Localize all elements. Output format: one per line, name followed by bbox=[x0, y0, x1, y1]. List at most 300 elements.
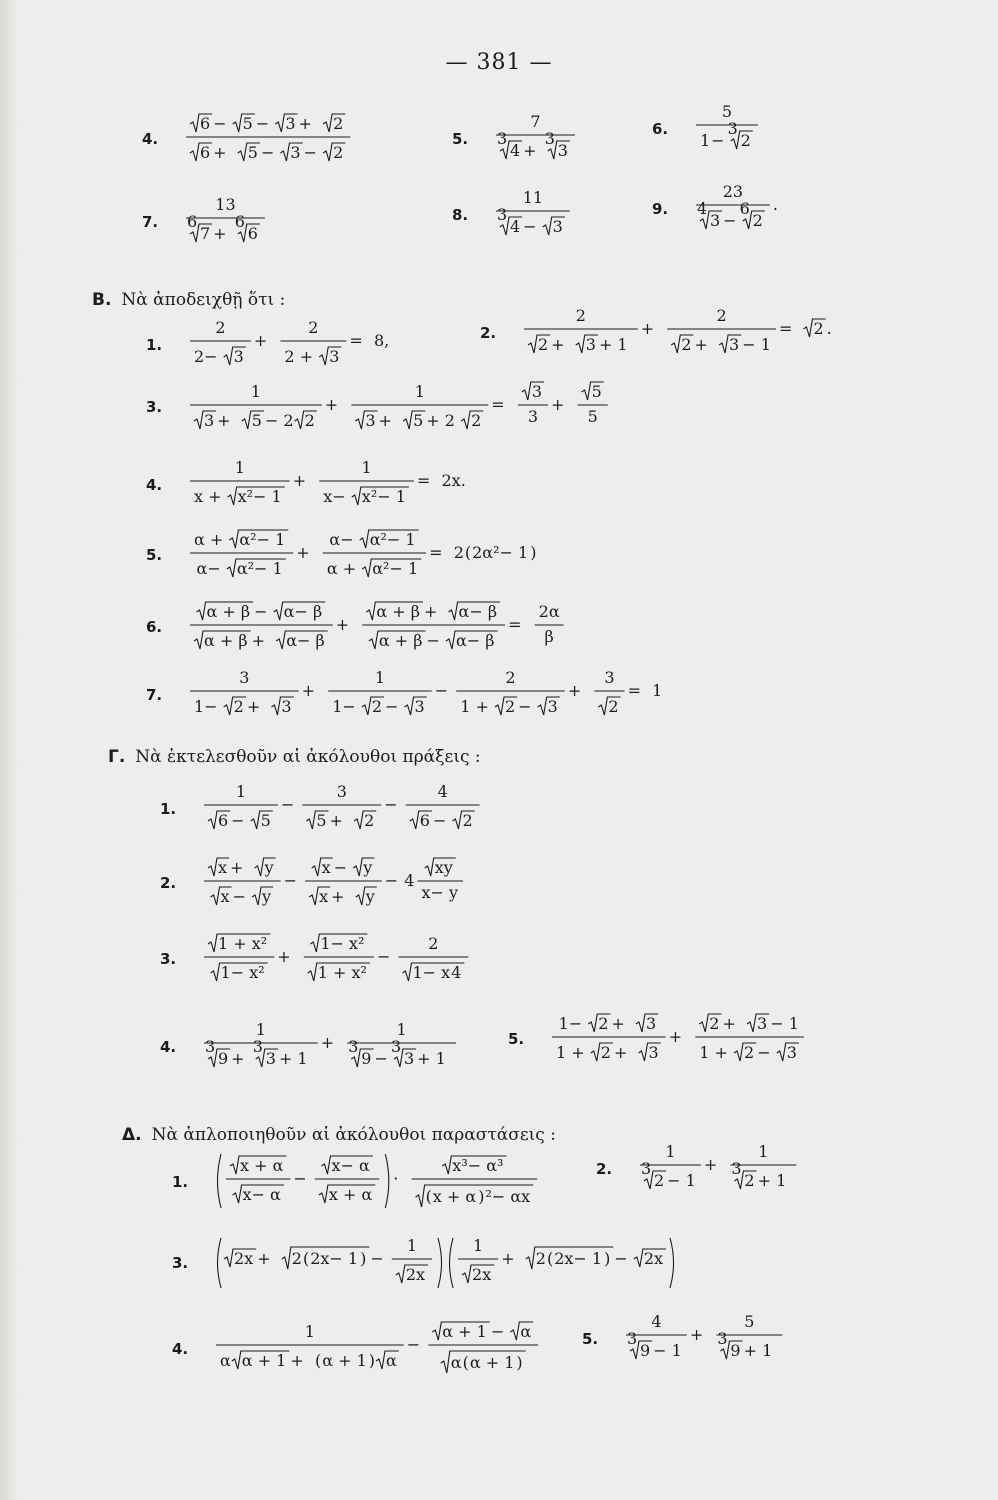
svg-text:y: y bbox=[365, 887, 375, 906]
exercise-number: 5. bbox=[508, 1030, 525, 1048]
svg-text:5: 5 bbox=[260, 811, 271, 830]
svg-text:): ) bbox=[368, 1351, 375, 1370]
svg-text:x + α: x + α bbox=[328, 1185, 373, 1204]
svg-text:y: y bbox=[262, 887, 272, 906]
svg-text:2: 2 bbox=[453, 543, 464, 562]
svg-text:2x: 2x bbox=[405, 1265, 426, 1284]
svg-text:3: 3 bbox=[527, 407, 539, 426]
svg-text:+: + bbox=[613, 1043, 628, 1062]
exercise-number: 7. bbox=[146, 686, 163, 704]
exercise-number: 2. bbox=[480, 324, 497, 342]
svg-text:=: = bbox=[508, 615, 522, 634]
svg-text:+: + bbox=[423, 602, 438, 621]
exercise-a9 bbox=[652, 182, 787, 236]
svg-text:2: 2 bbox=[333, 143, 344, 162]
svg-text:+: + bbox=[523, 141, 537, 160]
svg-text:+: + bbox=[320, 1033, 335, 1052]
exercise-b5 bbox=[146, 526, 546, 584]
svg-text:+: + bbox=[324, 395, 339, 414]
svg-text:−: − bbox=[384, 795, 398, 814]
svg-text:9: 9 bbox=[640, 1341, 651, 1360]
svg-text:α + 1: α + 1 bbox=[442, 1322, 487, 1341]
svg-text:x: x bbox=[319, 887, 329, 906]
svg-text:α: α bbox=[450, 1353, 462, 1372]
exercise-number: 5. bbox=[146, 546, 163, 564]
svg-text:α + 1: α + 1 bbox=[469, 1353, 515, 1372]
svg-text:=: = bbox=[627, 681, 641, 700]
svg-text:+: + bbox=[668, 1027, 683, 1046]
exercise-b1 bbox=[146, 318, 399, 372]
svg-text:x− y: x− y bbox=[421, 883, 459, 902]
exercise-number: 6. bbox=[652, 120, 669, 138]
svg-text:α²− 1: α²− 1 bbox=[236, 559, 283, 578]
svg-text:+: + bbox=[551, 395, 565, 414]
svg-text:3: 3 bbox=[365, 411, 376, 430]
math-expression bbox=[634, 1142, 808, 1196]
svg-text:1−: 1− bbox=[332, 697, 356, 716]
svg-text:−: − bbox=[723, 211, 737, 230]
svg-text:1: 1 bbox=[414, 382, 425, 401]
svg-text:(: ( bbox=[462, 1353, 469, 1372]
svg-text:α²− 1: α²− 1 bbox=[369, 530, 416, 549]
svg-text:−: − bbox=[283, 871, 298, 890]
exercise-g4 bbox=[160, 1020, 467, 1074]
svg-text:3: 3 bbox=[717, 1329, 728, 1348]
svg-text:2: 2 bbox=[215, 318, 226, 337]
svg-text:3: 3 bbox=[757, 1014, 768, 1033]
svg-text:(: ( bbox=[546, 1249, 554, 1268]
svg-text:(: ( bbox=[425, 1187, 432, 1206]
svg-text:): ) bbox=[360, 1249, 367, 1268]
svg-text:3: 3 bbox=[265, 1049, 276, 1068]
exercise-b2 bbox=[480, 306, 841, 360]
svg-text:x + α: x + α bbox=[240, 1156, 284, 1175]
svg-text:3: 3 bbox=[552, 217, 563, 236]
svg-text:3: 3 bbox=[627, 1329, 638, 1348]
svg-text:·: · bbox=[393, 1169, 399, 1188]
svg-text:3: 3 bbox=[648, 1043, 659, 1062]
svg-text:2: 2 bbox=[740, 131, 751, 150]
svg-text:1: 1 bbox=[396, 1020, 407, 1039]
svg-text:α− β: α− β bbox=[283, 602, 323, 621]
svg-text:2: 2 bbox=[333, 114, 344, 133]
svg-text:−: − bbox=[303, 143, 318, 162]
svg-text:3: 3 bbox=[729, 335, 740, 354]
svg-text:+: + bbox=[551, 335, 565, 354]
svg-text:1: 1 bbox=[473, 1236, 484, 1255]
svg-text:9: 9 bbox=[361, 1049, 372, 1068]
svg-text:5: 5 bbox=[587, 407, 598, 426]
svg-text:+ 1: + 1 bbox=[278, 1049, 308, 1068]
svg-text:α + 1: α + 1 bbox=[322, 1351, 367, 1370]
svg-text:3: 3 bbox=[390, 1037, 402, 1056]
svg-text:−: − bbox=[333, 858, 348, 877]
svg-text:1: 1 bbox=[361, 458, 372, 477]
svg-text:3: 3 bbox=[497, 129, 508, 148]
svg-text:6: 6 bbox=[187, 212, 198, 231]
svg-text:2: 2 bbox=[608, 697, 619, 716]
svg-text:2: 2 bbox=[471, 411, 482, 430]
svg-text:1: 1 bbox=[665, 1142, 676, 1161]
svg-text:1: 1 bbox=[255, 1020, 266, 1039]
svg-text:=: = bbox=[491, 395, 505, 414]
svg-text:3: 3 bbox=[531, 382, 543, 401]
math-expression bbox=[180, 110, 362, 168]
exercise-number: 4. bbox=[146, 476, 163, 494]
svg-text:5: 5 bbox=[316, 811, 327, 830]
svg-text:6: 6 bbox=[419, 811, 430, 830]
svg-text:1: 1 bbox=[235, 782, 247, 801]
svg-text:1: 1 bbox=[700, 131, 711, 150]
exercise-number: 7. bbox=[142, 213, 159, 231]
svg-text:4: 4 bbox=[437, 782, 448, 801]
svg-text:2: 2 bbox=[504, 697, 516, 716]
svg-text:2 +: 2 + bbox=[284, 347, 314, 366]
svg-text:(: ( bbox=[464, 543, 472, 562]
exercise-a6 bbox=[652, 102, 769, 156]
svg-text:2: 2 bbox=[428, 934, 439, 953]
svg-text:5: 5 bbox=[251, 411, 262, 430]
svg-text:): ) bbox=[530, 543, 537, 562]
svg-text:3: 3 bbox=[336, 782, 347, 801]
svg-text:2: 2 bbox=[538, 335, 549, 354]
svg-text:3: 3 bbox=[557, 141, 568, 160]
svg-text:=: = bbox=[416, 471, 431, 490]
svg-text:3: 3 bbox=[544, 129, 555, 148]
svg-text:α: α bbox=[520, 1322, 532, 1341]
svg-text:1−: 1− bbox=[194, 697, 218, 716]
svg-text:−: − bbox=[385, 697, 399, 716]
exercise-g2 bbox=[160, 854, 474, 912]
svg-text:y: y bbox=[363, 858, 373, 877]
svg-text:3: 3 bbox=[547, 697, 558, 716]
svg-text:1 + x²: 1 + x² bbox=[317, 963, 367, 982]
svg-text:2: 2 bbox=[654, 1171, 665, 1190]
svg-text:4: 4 bbox=[451, 963, 462, 982]
svg-text:α− β: α− β bbox=[458, 602, 498, 621]
svg-text:6: 6 bbox=[739, 199, 750, 218]
svg-text:4: 4 bbox=[510, 217, 521, 236]
svg-text:+: + bbox=[296, 543, 310, 562]
svg-text:α: α bbox=[220, 1351, 231, 1370]
svg-text:2x: 2x bbox=[472, 1265, 492, 1284]
section-b-heading bbox=[92, 290, 285, 310]
svg-text:+: + bbox=[257, 1249, 271, 1268]
svg-text:6: 6 bbox=[200, 143, 211, 162]
svg-text:+: + bbox=[230, 858, 244, 877]
svg-text:): ) bbox=[478, 1187, 485, 1206]
svg-text:x: x bbox=[220, 887, 230, 906]
exercise-d5 bbox=[582, 1312, 794, 1366]
svg-text:(: ( bbox=[314, 1351, 322, 1370]
svg-text:α: α bbox=[385, 1351, 397, 1370]
svg-text:2: 2 bbox=[598, 1014, 609, 1033]
svg-text:− 2: − 2 bbox=[264, 411, 294, 430]
svg-text:2α: 2α bbox=[538, 602, 560, 621]
svg-text:x + α: x + α bbox=[432, 1187, 477, 1206]
svg-text:2: 2 bbox=[681, 335, 692, 354]
svg-text:3: 3 bbox=[205, 1037, 216, 1056]
svg-text:.: . bbox=[772, 195, 778, 214]
svg-text:3: 3 bbox=[204, 411, 215, 430]
exercise-number: 3. bbox=[160, 950, 177, 968]
svg-text:x: x bbox=[218, 858, 228, 877]
svg-text:−: − bbox=[523, 217, 537, 236]
svg-text:+: + bbox=[694, 335, 708, 354]
math-expression bbox=[210, 1318, 550, 1380]
math-expression bbox=[184, 668, 672, 722]
math-expression bbox=[210, 1150, 549, 1214]
svg-text:.: . bbox=[826, 319, 832, 338]
svg-text:1: 1 bbox=[758, 1142, 769, 1161]
exercise-number: 5. bbox=[582, 1330, 599, 1348]
svg-text:): ) bbox=[516, 1353, 523, 1372]
svg-text:α + β: α + β bbox=[378, 631, 423, 650]
svg-text:−: − bbox=[384, 871, 399, 890]
svg-text:−: − bbox=[711, 131, 725, 150]
math-expression bbox=[198, 782, 491, 836]
math-expression bbox=[490, 188, 581, 242]
math-expression bbox=[620, 1312, 794, 1366]
svg-text:x³− α³: x³− α³ bbox=[452, 1156, 504, 1175]
svg-text:=: = bbox=[778, 319, 793, 338]
svg-text:3: 3 bbox=[786, 1043, 797, 1062]
exercise-b4 bbox=[146, 458, 475, 512]
section-title: Νὰ ἐκτελεσθοῦν αἱ ἀκόλουθοι πράξεις : bbox=[135, 747, 481, 767]
svg-text:3: 3 bbox=[645, 1014, 657, 1033]
svg-text:−: − bbox=[280, 795, 295, 814]
svg-text:α−: α− bbox=[196, 559, 221, 578]
svg-text:2x− 1: 2x− 1 bbox=[554, 1249, 603, 1268]
svg-text:β: β bbox=[544, 627, 554, 646]
svg-text:+: + bbox=[292, 471, 307, 490]
svg-text:−: − bbox=[518, 697, 532, 716]
math-expression bbox=[210, 1234, 687, 1292]
svg-text:2: 2 bbox=[304, 411, 315, 430]
svg-text:²− αx: ²− αx bbox=[485, 1187, 531, 1206]
svg-text:α +: α + bbox=[194, 530, 224, 549]
svg-text:2: 2 bbox=[364, 811, 375, 830]
svg-text:2: 2 bbox=[291, 1249, 302, 1268]
svg-text:−: − bbox=[260, 143, 275, 162]
svg-text:2: 2 bbox=[752, 211, 763, 230]
svg-text:+: + bbox=[213, 143, 227, 162]
svg-text:−: − bbox=[614, 1249, 628, 1268]
exercise-g1 bbox=[160, 782, 491, 836]
math-expression bbox=[180, 195, 276, 249]
svg-text:1 +: 1 + bbox=[460, 697, 489, 716]
svg-text:2: 2 bbox=[535, 1249, 546, 1268]
svg-text:1− x²: 1− x² bbox=[220, 963, 265, 982]
exercise-number: 6. bbox=[146, 618, 163, 636]
math-expression bbox=[198, 1020, 467, 1074]
svg-text:6: 6 bbox=[200, 114, 211, 133]
exercise-b6 bbox=[146, 598, 575, 656]
svg-text:1: 1 bbox=[304, 1322, 315, 1341]
svg-text:2: 2 bbox=[709, 1014, 720, 1033]
svg-text:+: + bbox=[253, 331, 268, 350]
svg-text:− 1: − 1 bbox=[770, 1014, 799, 1033]
svg-text:+: + bbox=[567, 681, 582, 700]
section-title: Νὰ ἁπλοποιηθοῦν αἱ ἀκόλουθοι παραστάσεις : bbox=[151, 1125, 556, 1145]
svg-text:+: + bbox=[722, 1014, 736, 1033]
svg-text:2: 2 bbox=[716, 306, 727, 325]
exercise-number: 3. bbox=[172, 1254, 189, 1272]
svg-text:+: + bbox=[213, 224, 227, 243]
svg-text:−: − bbox=[231, 811, 245, 830]
exercise-number: 1. bbox=[146, 336, 163, 354]
svg-text:1 +: 1 + bbox=[699, 1043, 728, 1062]
svg-text:α− β: α− β bbox=[286, 631, 325, 650]
svg-text:5: 5 bbox=[413, 411, 424, 430]
svg-text:α + β: α + β bbox=[376, 602, 420, 621]
svg-text:9: 9 bbox=[730, 1341, 741, 1360]
exercise-d2 bbox=[596, 1142, 808, 1196]
svg-text:α + 1: α + 1 bbox=[241, 1351, 287, 1370]
svg-text:+: + bbox=[329, 811, 343, 830]
svg-text:6: 6 bbox=[218, 811, 229, 830]
svg-text:9: 9 bbox=[218, 1049, 229, 1068]
svg-text:−: − bbox=[406, 1335, 421, 1354]
svg-text:+ 1: + 1 bbox=[598, 335, 628, 354]
math-expression bbox=[184, 318, 399, 372]
svg-text:+: + bbox=[501, 1249, 515, 1268]
exercise-number: 1. bbox=[160, 800, 177, 818]
svg-text:2: 2 bbox=[575, 306, 586, 325]
exercise-number: 1. bbox=[172, 1173, 189, 1191]
section-letter: Β. bbox=[92, 290, 112, 310]
svg-text:2: 2 bbox=[308, 318, 319, 337]
exercise-a5 bbox=[452, 112, 586, 166]
svg-text:x +: x + bbox=[194, 487, 222, 506]
math-expression bbox=[198, 854, 474, 912]
svg-text:+: + bbox=[251, 631, 266, 650]
svg-text:−: − bbox=[254, 602, 268, 621]
svg-text:+: + bbox=[703, 1155, 718, 1174]
svg-text:+: + bbox=[611, 1014, 625, 1033]
svg-text:1−: 1− bbox=[558, 1014, 583, 1033]
math-expression bbox=[184, 598, 575, 656]
exercise-a8 bbox=[452, 188, 581, 242]
exercise-number: 3. bbox=[146, 398, 163, 416]
svg-text:xy: xy bbox=[434, 858, 453, 877]
section-title: Νὰ ἀποδειχθῇ ὅτι : bbox=[121, 290, 286, 310]
svg-text:−: − bbox=[232, 887, 246, 906]
math-expression bbox=[546, 1010, 815, 1068]
exercise-number: 2. bbox=[160, 874, 177, 892]
svg-text:+ 1: + 1 bbox=[757, 1171, 787, 1190]
svg-text:2x− 1: 2x− 1 bbox=[310, 1249, 359, 1268]
svg-text:−: − bbox=[374, 1049, 388, 1068]
svg-text:2x.: 2x. bbox=[441, 471, 466, 490]
svg-text:=: = bbox=[429, 543, 443, 562]
svg-text:2: 2 bbox=[744, 1043, 755, 1062]
svg-text:1− x: 1− x bbox=[412, 963, 451, 982]
svg-text:3: 3 bbox=[348, 1037, 359, 1056]
svg-text:+: + bbox=[640, 319, 655, 338]
svg-text:+ 2: + 2 bbox=[426, 411, 455, 430]
section-letter: Δ. bbox=[122, 1125, 142, 1145]
svg-text:1− x²: 1− x² bbox=[320, 934, 365, 953]
math-expression bbox=[184, 458, 475, 512]
svg-text:5: 5 bbox=[247, 143, 258, 162]
exercise-number: 8. bbox=[452, 206, 469, 224]
svg-text:2: 2 bbox=[233, 697, 244, 716]
exercise-number: 9. bbox=[652, 200, 669, 218]
svg-text:1: 1 bbox=[250, 382, 261, 401]
svg-text:2: 2 bbox=[600, 1043, 611, 1062]
svg-text:x−: x− bbox=[323, 487, 346, 506]
svg-text:−: − bbox=[757, 1043, 771, 1062]
svg-text:4: 4 bbox=[651, 1312, 662, 1331]
svg-text:x− α: x− α bbox=[242, 1185, 281, 1204]
exercise-d3 bbox=[172, 1234, 687, 1292]
svg-text:+: + bbox=[331, 887, 345, 906]
svg-text:3: 3 bbox=[329, 347, 340, 366]
exercise-number: 5. bbox=[452, 130, 469, 148]
svg-text:5: 5 bbox=[721, 102, 733, 121]
svg-text:1: 1 bbox=[374, 668, 386, 687]
svg-text:3: 3 bbox=[585, 335, 596, 354]
svg-text:2α²− 1: 2α²− 1 bbox=[472, 543, 529, 562]
exercise-number: 4. bbox=[172, 1340, 189, 1358]
svg-text:−: − bbox=[432, 811, 447, 830]
math-expression bbox=[184, 378, 619, 436]
svg-text:7: 7 bbox=[530, 112, 541, 131]
svg-text:2: 2 bbox=[744, 1171, 755, 1190]
svg-text:6: 6 bbox=[247, 224, 258, 243]
svg-text:3: 3 bbox=[641, 1159, 652, 1178]
svg-text:3: 3 bbox=[414, 697, 425, 716]
svg-text:4: 4 bbox=[510, 141, 521, 160]
svg-text:−: − bbox=[293, 1169, 307, 1188]
svg-text:8,: 8, bbox=[373, 331, 390, 350]
svg-text:α + β: α + β bbox=[206, 602, 251, 621]
page-edge-shadow bbox=[0, 0, 18, 1500]
svg-text:x: x bbox=[321, 858, 331, 877]
svg-text:α²− 1: α²− 1 bbox=[372, 559, 419, 578]
svg-text:−: − bbox=[213, 114, 227, 133]
exercise-g3 bbox=[160, 930, 480, 988]
svg-text:+: + bbox=[378, 411, 392, 430]
svg-text:y: y bbox=[264, 858, 274, 877]
svg-text:2: 2 bbox=[462, 811, 473, 830]
math-expression bbox=[184, 526, 546, 584]
math-expression bbox=[690, 182, 787, 236]
exercise-d1 bbox=[172, 1150, 549, 1214]
svg-text:2x: 2x bbox=[234, 1249, 254, 1268]
svg-text:−: − bbox=[255, 114, 270, 133]
svg-text:+ 1: + 1 bbox=[743, 1341, 773, 1360]
svg-text:3: 3 bbox=[233, 347, 244, 366]
svg-text:11: 11 bbox=[522, 188, 544, 207]
svg-text:3: 3 bbox=[252, 1037, 263, 1056]
svg-text:2: 2 bbox=[813, 319, 824, 338]
svg-text:2: 2 bbox=[505, 668, 516, 687]
svg-text:+: + bbox=[689, 1325, 704, 1344]
exercise-a7 bbox=[142, 195, 276, 249]
svg-text:3: 3 bbox=[290, 143, 301, 162]
section-g-heading bbox=[108, 747, 481, 767]
exercise-g5 bbox=[508, 1010, 815, 1068]
svg-text:=: = bbox=[349, 331, 363, 350]
svg-text:1: 1 bbox=[234, 458, 245, 477]
svg-text:+: + bbox=[246, 697, 261, 716]
svg-text:−: − bbox=[370, 1249, 384, 1268]
svg-text:α +: α + bbox=[326, 559, 357, 578]
svg-text:13: 13 bbox=[215, 195, 236, 214]
svg-text:α−: α− bbox=[329, 530, 354, 549]
